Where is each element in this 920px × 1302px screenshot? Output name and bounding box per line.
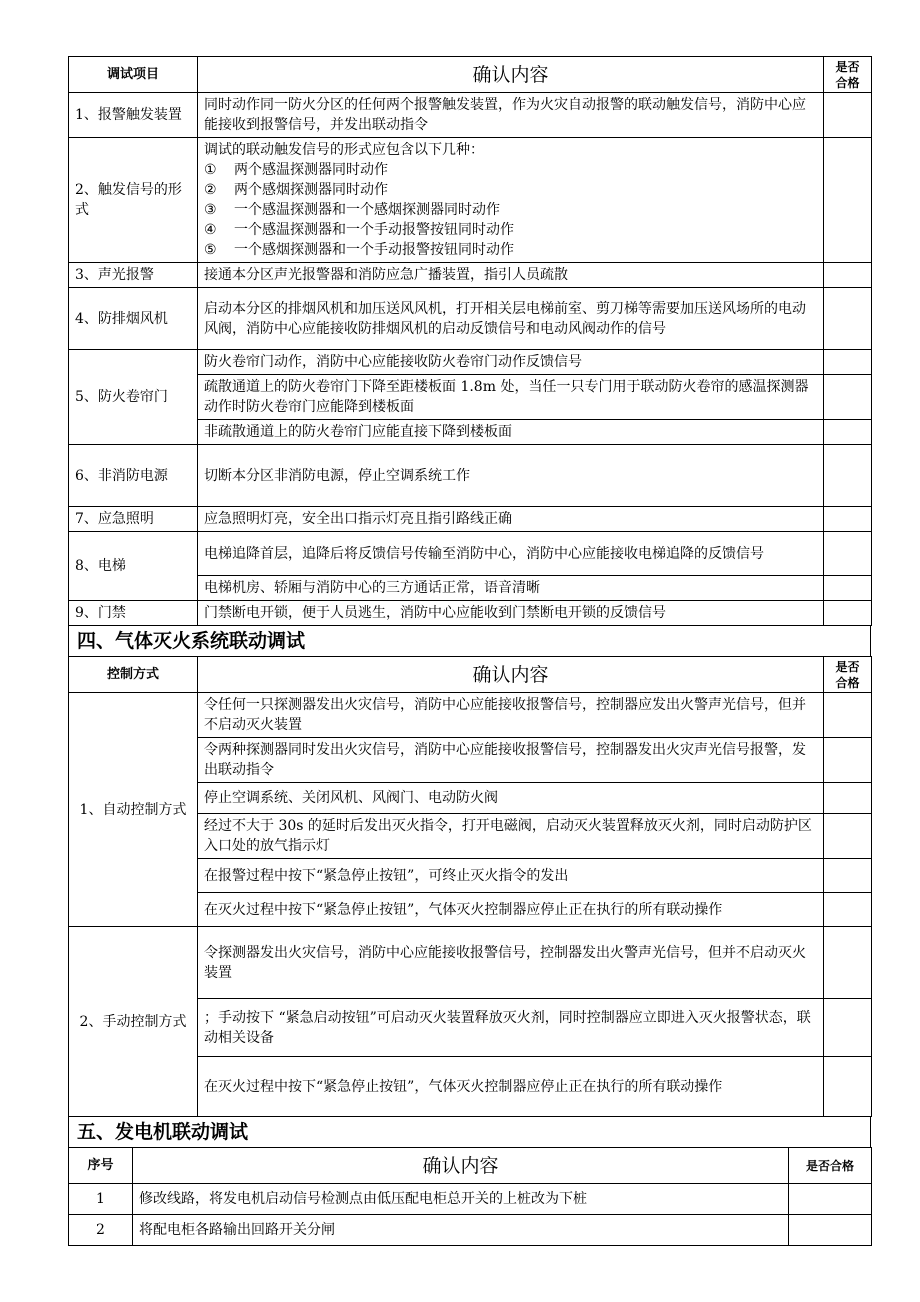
- content-cell: 同时动作同一防火分区的任何两个报警触发装置，作为火灾自动报警的联动触发信号，消防中心应能接收到报警信号，并发出联动指令: [198, 93, 824, 138]
- pass-cell[interactable]: [824, 375, 872, 420]
- pass-cell[interactable]: [824, 350, 872, 375]
- pass-cell[interactable]: [824, 999, 872, 1057]
- pass-cell[interactable]: [824, 783, 872, 814]
- pass-cell[interactable]: [824, 138, 872, 263]
- table-row: [69, 288, 872, 350]
- pass-cell[interactable]: [824, 893, 872, 927]
- content-cell: 电梯追降首层，追降后将反馈信号传输至消防中心，消防中心应能接收电梯追降的反馈信号: [198, 532, 824, 576]
- no-cell: 2: [69, 1215, 133, 1246]
- section-5-title: 五、发电机联动调试: [68, 1117, 871, 1147]
- pass-cell[interactable]: [789, 1215, 872, 1246]
- item-cell: 7、应急照明: [69, 507, 198, 532]
- table-row: [69, 138, 872, 263]
- pass-cell[interactable]: [824, 1057, 872, 1117]
- table-row: [69, 1215, 872, 1246]
- table-header-row: [69, 1148, 872, 1184]
- content-cell: [198, 138, 824, 263]
- content-cell: 令两种探测器同时发出火灾信号，消防中心应能接收报警信号，控制器发出火灾声光信号报警，发出联动指令: [198, 738, 824, 783]
- content-cell: ；手动按下 “紧急启动按钮”可启动灭火装置释放灭火剂，同时控制器应立即进入灭火报警状态，联动相关设备: [198, 999, 824, 1057]
- item-cell: 4、防排烟风机: [69, 288, 198, 350]
- section-4-title: 四、气体灭火系统联动调试: [68, 626, 871, 656]
- generator-test-table: [68, 1147, 872, 1246]
- content-cell: 停止空调系统、关闭风机、风阀门、电动防火阀: [198, 783, 824, 814]
- table-row: [69, 263, 872, 288]
- document-page: [68, 56, 871, 1246]
- table-row: [69, 693, 872, 738]
- content-cell: 在报警过程中按下“紧急停止按钮”，可终止灭火指令的发出: [198, 859, 824, 893]
- no-cell: 1: [69, 1184, 133, 1215]
- content-cell: 修改线路，将发电机启动信号检测点由低压配电柜总开关的上桩改为下桩: [133, 1184, 789, 1215]
- item-cell: 3、声光报警: [69, 263, 198, 288]
- header-mode: 控制方式: [69, 657, 198, 693]
- pass-cell[interactable]: [824, 693, 872, 738]
- content-cell: 令任何一只探测器发出火灾信号，消防中心应能接收报警信号，控制器应发出火警声光信号，但并不启动灭火装置: [198, 693, 824, 738]
- header-no: 序号: [69, 1148, 133, 1184]
- option-line: ① 两个感温探测器同时动作: [204, 162, 388, 178]
- table-header-row: [69, 657, 872, 693]
- option-line: ⑤ 一个感烟探测器和一个手动报警按钮同时动作: [204, 242, 514, 258]
- pass-cell[interactable]: [824, 263, 872, 288]
- mode-cell-manual: 2、手动控制方式: [69, 927, 198, 1117]
- gas-extinguishing-table: [68, 656, 872, 1117]
- pass-cell[interactable]: [824, 420, 872, 445]
- header-content: 确认内容: [198, 57, 824, 93]
- pass-cell[interactable]: [824, 288, 872, 350]
- content-cell: 在灭火过程中按下“紧急停止按钮”，气体灭火控制器应停止正在执行的所有联动操作: [198, 1057, 824, 1117]
- option-line: ② 两个感烟探测器同时动作: [204, 182, 388, 198]
- pass-cell[interactable]: [824, 814, 872, 859]
- content-cell: 经过不大于 30s 的延时后发出灭火指令，打开电磁阀，启动灭火装置释放灭火剂，同时启动防护区入口处的放气指示灯: [198, 814, 824, 859]
- table-row: [69, 1184, 872, 1215]
- header-pass: 是否合格: [789, 1148, 872, 1184]
- pass-cell[interactable]: [824, 576, 872, 601]
- content-cell: 接通本分区声光报警器和消防应急广播装置，指引人员疏散: [198, 263, 824, 288]
- header-content: 确认内容: [198, 657, 824, 693]
- table-row: [69, 532, 872, 576]
- header-item: 调试项目: [69, 57, 198, 93]
- pass-cell[interactable]: [824, 927, 872, 999]
- item-cell: 1、报警触发装置: [69, 93, 198, 138]
- item-cell: 2、触发信号的形式: [69, 138, 198, 263]
- content-intro: 调试的联动触发信号的形式应包含以下几种：: [204, 142, 484, 158]
- content-cell: 疏散通道上的防火卷帘门下降至距楼板面 1.8m 处，当任一只专门用于联动防火卷帘的感温探测器动作时防火卷帘门应能降到楼板面: [198, 375, 824, 420]
- linkage-test-table: [68, 56, 872, 626]
- table-header-row: [69, 57, 872, 93]
- mode-cell-auto: 1、自动控制方式: [69, 693, 198, 927]
- table-row: [69, 350, 872, 375]
- header-content: 确认内容: [133, 1148, 789, 1184]
- content-cell: 防火卷帘门动作，消防中心应能接收防火卷帘门动作反馈信号: [198, 350, 824, 375]
- item-cell: 9、门禁: [69, 601, 198, 626]
- content-cell: 切断本分区非消防电源，停止空调系统工作: [198, 445, 824, 507]
- content-cell: 门禁断电开锁，便于人员逃生，消防中心应能收到门禁断电开锁的反馈信号: [198, 601, 824, 626]
- option-line: ④ 一个感温探测器和一个手动报警按钮同时动作: [204, 222, 514, 238]
- content-cell: 电梯机房、轿厢与消防中心的三方通话正常，语音清晰: [198, 576, 824, 601]
- table-row: [69, 601, 872, 626]
- pass-cell[interactable]: [824, 859, 872, 893]
- pass-cell[interactable]: [824, 532, 872, 576]
- table-row: [69, 507, 872, 532]
- pass-cell[interactable]: [824, 93, 872, 138]
- item-cell: 6、非消防电源: [69, 445, 198, 507]
- header-pass: 是否 合格: [824, 657, 872, 693]
- content-cell: 将配电柜各路输出回路开关分闸: [133, 1215, 789, 1246]
- item-cell: 8、电梯: [69, 532, 198, 601]
- table-row: [69, 445, 872, 507]
- pass-cell[interactable]: [824, 445, 872, 507]
- pass-cell[interactable]: [824, 601, 872, 626]
- content-cell: 非疏散通道上的防火卷帘门应能直接下降到楼板面: [198, 420, 824, 445]
- content-cell: 启动本分区的排烟风机和加压送风风机，打开相关层电梯前室、剪刀梯等需要加压送风场所的电动风阀，消防中心应能接收防排烟风机的启动反馈信号和电动风阀动作的信号: [198, 288, 824, 350]
- content-cell: 令探测器发出火灾信号，消防中心应能接收报警信号，控制器发出火警声光信号，但并不启动灭火装置: [198, 927, 824, 999]
- table-row: [69, 93, 872, 138]
- pass-cell[interactable]: [824, 507, 872, 532]
- content-cell: 应急照明灯亮，安全出口指示灯亮且指引路线正确: [198, 507, 824, 532]
- content-cell: 在灭火过程中按下“紧急停止按钮”，气体灭火控制器应停止正在执行的所有联动操作: [198, 893, 824, 927]
- pass-cell[interactable]: [789, 1184, 872, 1215]
- header-pass: 是否 合格: [824, 57, 872, 93]
- table-row: [69, 927, 872, 999]
- option-line: ③ 一个感温探测器和一个感烟探测器同时动作: [204, 202, 500, 218]
- item-cell: 5、防火卷帘门: [69, 350, 198, 445]
- pass-cell[interactable]: [824, 738, 872, 783]
